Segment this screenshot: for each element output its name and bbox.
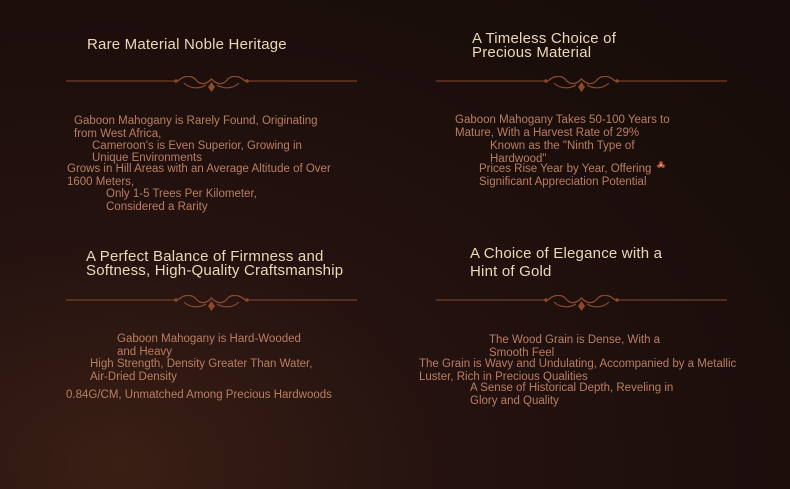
- description-line: Hardwood": [490, 153, 547, 165]
- section-title-line: Precious Material: [472, 44, 592, 61]
- description-line: Considered a Rarity: [106, 201, 208, 213]
- description-line: and Heavy: [117, 346, 172, 358]
- section-title-line: Softness, High-Quality Craftsmanship: [86, 262, 344, 279]
- description-line: The Grain is Wavy and Undulating, Accompanied by a Metallic: [419, 358, 737, 370]
- section-title: [86, 250, 343, 278]
- description-line: 0.84G/CM, Unmatched Among Precious Hardwoods: [66, 389, 332, 401]
- flower-bullet-icon: [657, 156, 665, 164]
- description-line: Air-Dried Density: [90, 371, 177, 383]
- description-line: The Wood Grain is Dense, With a: [489, 334, 661, 346]
- description-line: 1600 Meters,: [67, 176, 135, 188]
- description-line: Gaboon Mahogany is Rarely Found, Originating: [74, 115, 318, 127]
- description-line: Only 1-5 Trees Per Kilometer,: [106, 188, 257, 200]
- section-title: [470, 247, 662, 279]
- section-title-line: A Choice of Elegance with a: [470, 245, 663, 262]
- description-line: A Sense of Historical Depth, Reveling in: [470, 382, 674, 394]
- ornamental-divider-icon: [66, 76, 357, 96]
- description-line: from West Africa,: [74, 128, 162, 140]
- description-line: Gaboon Mahogany is Hard-Wooded: [117, 333, 301, 345]
- description-line: Luster, Rich in Precious Qualities: [419, 371, 588, 383]
- description-line: Prices Rise Year by Year, Offering: [479, 163, 652, 175]
- description-line: Unique Environments: [92, 152, 202, 164]
- description-line: Significant Appreciation Potential: [479, 176, 647, 188]
- description-line: Glory and Quality: [470, 395, 559, 407]
- description-line: Gaboon Mahogany Takes 50-100 Years to: [455, 114, 670, 126]
- section-title: Rare Material Noble Heritage: [87, 36, 287, 53]
- section-title: [472, 32, 616, 60]
- ornamental-divider-icon: [436, 76, 727, 96]
- description-line: Known as the "Ninth Type of: [490, 140, 635, 152]
- section-title-line: Hint of Gold: [470, 263, 552, 280]
- description-line: Mature, With a Harvest Rate of 29%: [455, 127, 640, 139]
- description-line: Grows in Hill Areas with an Average Altitude of Over: [67, 163, 331, 175]
- ornamental-divider-icon: [66, 295, 357, 315]
- section-title-line: A Timeless Choice of: [472, 30, 617, 47]
- description-line: High Strength, Density Greater Than Water,: [90, 358, 313, 370]
- description-line: Cameroon's is Even Superior, Growing in: [92, 140, 302, 152]
- ornamental-divider-icon: [436, 295, 727, 315]
- section-title-line: A Perfect Balance of Firmness and: [86, 248, 324, 265]
- description-line: Smooth Feel: [489, 347, 555, 359]
